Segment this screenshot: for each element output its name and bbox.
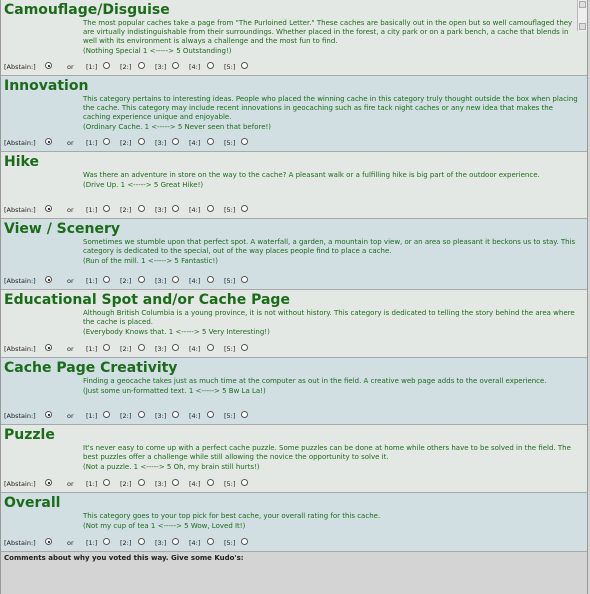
rating-scale-hint: (Just some un-formatted text. 1 <-----> 5 Bw La La!) <box>83 387 266 395</box>
rating-1-radio[interactable] <box>103 276 110 283</box>
description-text: Sometimes we stumble upon that perfect spot. A waterfall, a garden, a mountain top view, or an area so pleasant it beckons us to stay. This category is dedicated to the special, out of the way places people find to place a cache. <box>83 238 576 255</box>
rating-2-label: [2:] <box>120 206 132 214</box>
or-label: or <box>67 412 74 420</box>
abstain-label: [Abstain:] <box>4 277 36 285</box>
vote-row <box>1 477 587 490</box>
abstain-radio[interactable] <box>45 205 52 212</box>
rating-3-radio[interactable] <box>172 205 179 212</box>
abstain-radio[interactable] <box>45 276 52 283</box>
abstain-label: [Abstain:] <box>4 63 36 71</box>
rating-5-radio[interactable] <box>241 411 248 418</box>
rating-scale-hint: (Not my cup of tea 1 <-----> 5 Wow, Loved It!) <box>83 522 246 530</box>
rating-1-label: [1:] <box>86 480 98 488</box>
category-description <box>1 309 587 337</box>
rating-1-radio[interactable] <box>103 138 110 145</box>
rating-2-radio[interactable] <box>138 538 145 545</box>
category-description <box>1 171 587 190</box>
rating-5-label: [5:] <box>224 539 236 547</box>
rating-1-radio[interactable] <box>103 479 110 486</box>
comments-section <box>1 552 587 562</box>
rating-2-radio[interactable] <box>138 411 145 418</box>
rating-4-label: [4:] <box>189 345 201 353</box>
rating-5-label: [5:] <box>224 139 236 147</box>
rating-4-label: [4:] <box>189 412 201 420</box>
rating-scale-hint: (Drive Up. 1 <-----> 5 Great Hike!) <box>83 181 204 189</box>
category-camouflage-disguise <box>1 0 587 76</box>
rating-3-radio[interactable] <box>172 479 179 486</box>
rating-scale-hint: (Run of the mill. 1 <-----> 5 Fantastic!) <box>83 257 218 265</box>
rating-5-label: [5:] <box>224 345 236 353</box>
rating-4-label: [4:] <box>189 139 201 147</box>
rating-1-radio[interactable] <box>103 411 110 418</box>
rating-5-label: [5:] <box>224 277 236 285</box>
category-list <box>1 0 587 552</box>
rating-1-radio[interactable] <box>103 62 110 69</box>
rating-3-label: [3:] <box>155 277 167 285</box>
abstain-radio[interactable] <box>45 411 52 418</box>
or-label: or <box>67 345 74 353</box>
abstain-label: [Abstain:] <box>4 539 36 547</box>
rating-1-label: [1:] <box>86 206 98 214</box>
comments-label: Comments about why you voted this way. Give some Kudo's: <box>4 554 244 562</box>
rating-2-label: [2:] <box>120 345 132 353</box>
category-title: View / Scenery <box>4 221 121 237</box>
rating-4-radio[interactable] <box>207 205 214 212</box>
rating-2-label: [2:] <box>120 139 132 147</box>
rating-4-radio[interactable] <box>207 538 214 545</box>
rating-5-label: [5:] <box>224 206 236 214</box>
rating-2-radio[interactable] <box>138 344 145 351</box>
rating-3-label: [3:] <box>155 539 167 547</box>
or-label: or <box>67 139 74 147</box>
scroll-up-arrow-icon[interactable] <box>579 1 586 8</box>
rating-3-radio[interactable] <box>172 538 179 545</box>
vote-row <box>1 536 587 549</box>
rating-3-radio[interactable] <box>172 138 179 145</box>
rating-3-label: [3:] <box>155 139 167 147</box>
rating-3-radio[interactable] <box>172 276 179 283</box>
description-text: This category goes to your top pick for best cache, your overall rating for this cache. <box>83 512 381 520</box>
rating-4-radio[interactable] <box>207 138 214 145</box>
rating-2-radio[interactable] <box>138 276 145 283</box>
category-description <box>1 95 587 132</box>
vote-row <box>1 342 587 355</box>
rating-3-radio[interactable] <box>172 344 179 351</box>
rating-4-label: [4:] <box>189 539 201 547</box>
rating-3-label: [3:] <box>155 480 167 488</box>
category-description <box>1 377 587 396</box>
rating-3-label: [3:] <box>155 206 167 214</box>
category-puzzle <box>1 425 587 493</box>
rating-4-radio[interactable] <box>207 479 214 486</box>
vote-row <box>1 203 587 216</box>
rating-2-label: [2:] <box>120 63 132 71</box>
abstain-radio[interactable] <box>45 62 52 69</box>
rating-scale-hint: (Everybody Knows that. 1 <-----> 5 Very Interesting!) <box>83 328 270 336</box>
or-label: or <box>67 63 74 71</box>
rating-2-radio[interactable] <box>138 138 145 145</box>
category-description <box>1 444 587 472</box>
description-text: This category pertains to interesting ideas. People who placed the winning cache in this category truly thought outside the box when placing the cache. This category may include recent innovations in geocaching such as fire tack night caches or any new idea that makes the caching experience unique and enjoyable. <box>83 95 578 121</box>
rating-1-label: [1:] <box>86 63 98 71</box>
category-description <box>1 238 587 266</box>
abstain-label: [Abstain:] <box>4 480 36 488</box>
rating-2-radio[interactable] <box>138 205 145 212</box>
category-description <box>1 512 587 531</box>
category-view-scenery <box>1 219 587 290</box>
rating-3-radio[interactable] <box>172 411 179 418</box>
rating-2-label: [2:] <box>120 539 132 547</box>
category-title: Camouflage/Disguise <box>4 2 170 18</box>
scroll-down-arrow-icon[interactable] <box>579 23 586 30</box>
rating-1-radio[interactable] <box>103 205 110 212</box>
category-title: Innovation <box>4 78 89 94</box>
rating-5-radio[interactable] <box>241 138 248 145</box>
rating-1-label: [1:] <box>86 345 98 353</box>
category-title: Overall <box>4 495 61 511</box>
or-label: or <box>67 206 74 214</box>
rating-5-radio[interactable] <box>241 205 248 212</box>
description-text: It's never easy to come up with a perfect cache puzzle. Some puzzles can be done at home while others have to be solved in the field. The best puzzles offer a challenge while still allowing the novice the opportunity to solve it. <box>83 444 571 461</box>
rating-4-label: [4:] <box>189 277 201 285</box>
abstain-radio[interactable] <box>45 538 52 545</box>
rating-1-radio[interactable] <box>103 538 110 545</box>
abstain-label: [Abstain:] <box>4 206 36 214</box>
rating-5-radio[interactable] <box>241 479 248 486</box>
abstain-radio[interactable] <box>45 344 52 351</box>
rating-1-label: [1:] <box>86 539 98 547</box>
rating-1-label: [1:] <box>86 412 98 420</box>
rating-1-label: [1:] <box>86 139 98 147</box>
rating-scale-hint: (Nothing Special 1 <-----> 5 Outstanding!) <box>83 47 232 55</box>
comments-scrollbar[interactable] <box>577 0 587 31</box>
or-label: or <box>67 480 74 488</box>
rating-4-radio[interactable] <box>207 411 214 418</box>
rating-5-radio[interactable] <box>241 276 248 283</box>
category-hike <box>1 152 587 219</box>
category-title: Puzzle <box>4 427 55 443</box>
or-label: or <box>67 277 74 285</box>
rating-4-label: [4:] <box>189 480 201 488</box>
rating-4-label: [4:] <box>189 63 201 71</box>
rating-4-radio[interactable] <box>207 276 214 283</box>
category-description <box>1 19 587 56</box>
rating-3-label: [3:] <box>155 345 167 353</box>
vote-row <box>1 136 587 149</box>
vote-row <box>1 274 587 287</box>
category-educational-spot-and-or-cache-page <box>1 290 587 358</box>
rating-5-radio[interactable] <box>241 344 248 351</box>
abstain-label: [Abstain:] <box>4 139 36 147</box>
rating-4-label: [4:] <box>189 206 201 214</box>
rating-2-label: [2:] <box>120 277 132 285</box>
rating-1-radio[interactable] <box>103 344 110 351</box>
abstain-radio[interactable] <box>45 138 52 145</box>
category-innovation <box>1 76 587 152</box>
description-text: Was there an adventure in store on the way to the cache? A pleasant walk or a fulfilling hike is big part of the outdoor experience. <box>83 171 540 179</box>
category-title: Cache Page Creativity <box>4 360 178 376</box>
description-text: Although British Columbia is a young province, it is not without history. This category is dedicated to telling the story behind the area where the cache is placed. <box>83 309 575 326</box>
rating-2-radio[interactable] <box>138 479 145 486</box>
rating-2-label: [2:] <box>120 480 132 488</box>
vote-row <box>1 60 587 73</box>
rating-scale-hint: (Ordinary Cache. 1 <-----> 5 Never seen that before!) <box>83 123 272 131</box>
or-label: or <box>67 539 74 547</box>
rating-3-radio[interactable] <box>172 62 179 69</box>
abstain-label: [Abstain:] <box>4 412 36 420</box>
vote-row <box>1 409 587 422</box>
rating-5-label: [5:] <box>224 412 236 420</box>
description-text: The most popular caches take a page from "The Purloined Letter." These caches are basically out in the open but so well camouflaged they are virtually indistinguishable from their surroundings. Whether placed in the forest, a city park or on a park bench, a cache that blends in well with its environment is always a challenge and the most fun to find. <box>83 19 573 45</box>
rating-4-radio[interactable] <box>207 344 214 351</box>
abstain-radio[interactable] <box>45 479 52 486</box>
category-overall <box>1 493 587 552</box>
rating-scale-hint: (Not a puzzle. 1 <-----> 5 Oh, my brain still hurts!) <box>83 463 260 471</box>
rating-4-radio[interactable] <box>207 62 214 69</box>
rating-5-label: [5:] <box>224 480 236 488</box>
abstain-label: [Abstain:] <box>4 345 36 353</box>
rating-3-label: [3:] <box>155 63 167 71</box>
rating-2-radio[interactable] <box>138 62 145 69</box>
rating-5-radio[interactable] <box>241 538 248 545</box>
rating-2-label: [2:] <box>120 412 132 420</box>
description-text: Finding a geocache takes just as much time at the computer as out in the field. A creative web page adds to the overall experience. <box>83 377 547 385</box>
category-title: Educational Spot and/or Cache Page <box>4 292 290 308</box>
rating-1-label: [1:] <box>86 277 98 285</box>
rating-5-label: [5:] <box>224 63 236 71</box>
rating-5-radio[interactable] <box>241 62 248 69</box>
category-title: Hike <box>4 154 39 170</box>
category-cache-page-creativity <box>1 358 587 425</box>
rating-3-label: [3:] <box>155 412 167 420</box>
